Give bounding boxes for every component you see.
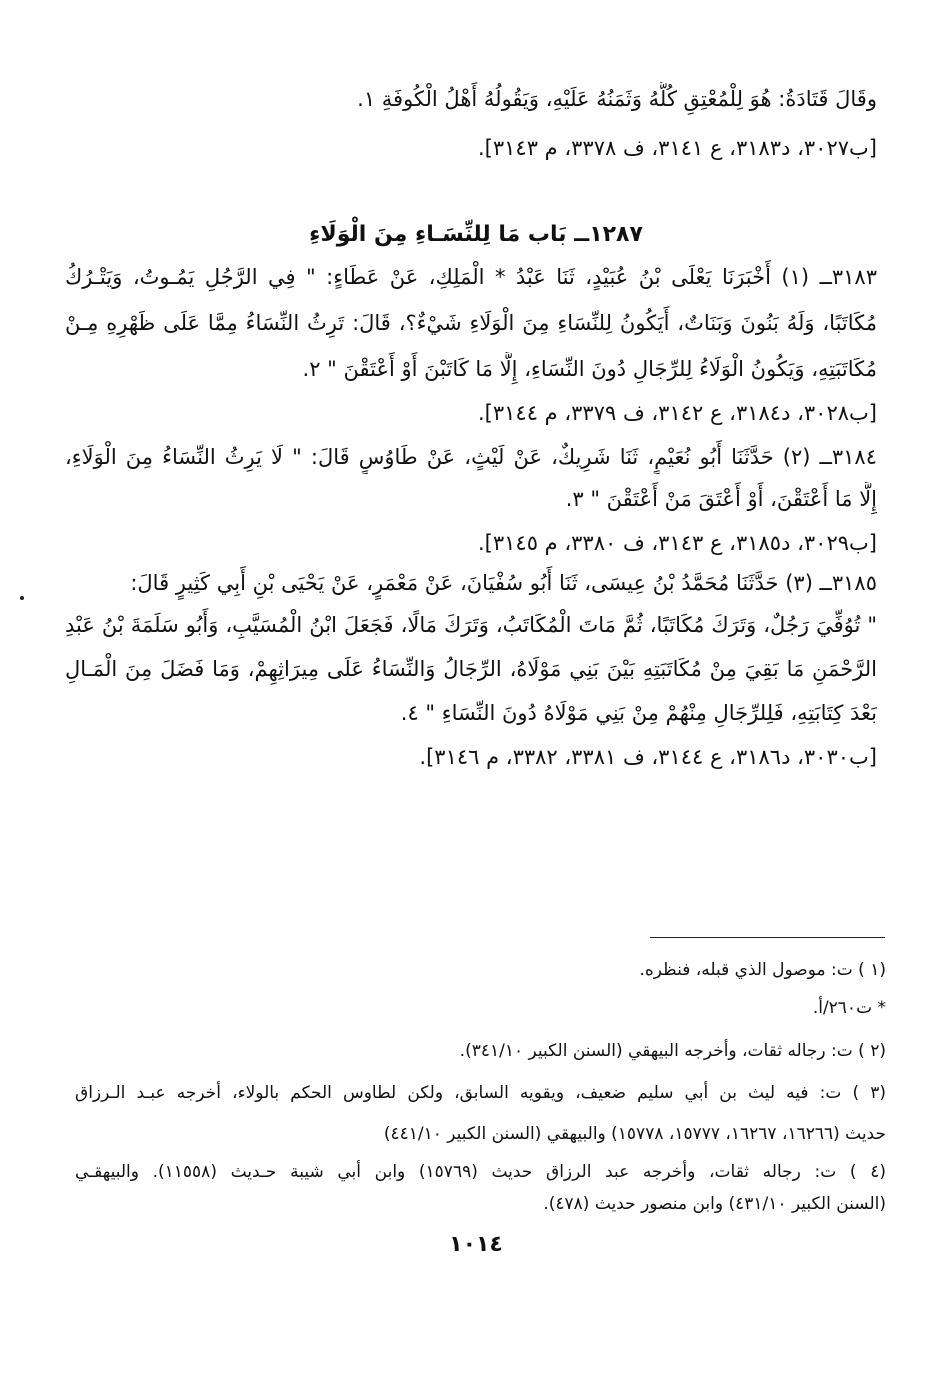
footnote-2: (٢ ) ت: رجاله ثقات، وأخرجه البيهقي (السنن الكبير ٣٤١/١٠).: [459, 1041, 886, 1061]
footnote-4-continuation: (السنن الكبير ٤٣١/١٠) وابن منصور حديث (٤٧٨).: [543, 1194, 886, 1214]
hadith-line: مُكَاتَبًا، وَلَهُ بَنُونَ وَبَنَاتٌ، أَيَكُونُ لِلنِّسَاءِ مِنَ الْوَلَاءِ شَيْءٌ؟، قَالَ: تَرِثُ النِّسَاءُ مِمَّا عَلَى ظَهْرِهِ مِـنْ: [65, 311, 877, 335]
footnote-folio-marker: * ت٢٦٠/أ.: [812, 998, 886, 1018]
hadith-line: إِلَّا مَا أَعْتَقْنَ، أَوْ أَعْتَقَ مَنْ أَعْتَقْنَ " ٣.: [565, 487, 877, 511]
hadith-line: ٣١٨٥ــ (٣) حَدَّثَنَا مُحَمَّدُ بْنُ عِيسَى، ثَنَا أَبُو سُفْيَانَ، عَنْ مَعْمَرٍ، عَنْ يَحْيَى بْنِ أَبِي كَثِيرٍ قَالَ:: [130, 571, 877, 595]
chapter-heading: ١٢٨٧ــ بَاب مَا لِلنِّسَـاءِ مِنَ الْوَلَاءِ: [309, 222, 643, 247]
hadith-line: مُكَاتَبَتِهِ، وَيَكُونُ الْوَلَاءُ لِلرِّجَالِ دُونَ النِّسَاءِ، إِلَّا مَا كَاتَبْنَ أَوْ أَعْتَقْنَ " ٢.: [302, 357, 877, 381]
reference-line: [ب٣٠٢٧، د٣١٨٣، ع ٣١٤١، ف ٣٣٧٨، م ٣١٤٣].: [478, 136, 877, 160]
reference-line: [ب٣٠٣٠، د٣١٨٦، ع ٣١٤٤، ف ٣٣٨١، ٣٣٨٢، م ٣١٤٦].: [419, 745, 877, 769]
body-line: وقَالَ قَتَادَةُ: هُوَ لِلْمُعْتِقِ كُلُّهُ وَثَمَنُهُ عَلَيْهِ، وَيَقُولُهُ أَهْلُ الْكُوفَةِ ١.: [357, 87, 877, 111]
footnote-1: (١ ) ت: موصول الذي قبله، فنظره.: [639, 960, 886, 980]
hadith-line: " تُوُفِّيَ رَجُلٌ، وَتَرَكَ مُكَاتَبًا، ثُمَّ مَاتَ الْمُكَاتَبُ، وَتَرَكَ مَالًا، فَجَعَلَ ابْنُ الْمُسَيَّبِ، وَأَبُو سَلَمَةَ بْنُ عَبْدِ: [65, 613, 877, 637]
reference-line: [ب٣٠٢٩، د٣١٨٥، ع ٣١٤٣، ف ٣٣٨٠، م ٣١٤٥].: [478, 531, 877, 555]
hadith-line: ٣١٨٣ــ (١) أَخْبَرَنَا يَعْلَى بْنُ عُبَيْدٍ، ثَنَا عَبْدُ * الْمَلِكِ، عَنْ عَطَاءٍ: " فِي الرَّجُلِ يَمُـوتُ، وَيَتْـرُكُ: [65, 265, 877, 289]
footnote-3: (٣ ) ت: فيه ليث بن أبي سليم ضعيف، ويقويه السابق، ولكن لطاوس الحكم بالولاء، أخرجه عبـد الـرزاق: [75, 1083, 886, 1103]
hadith-line: الرَّحْمَنِ مَا بَقِيَ مِنْ مُكَاتَبَتِهِ بَيْنَ بَنِي مَوْلَاهُ، الرِّجَالُ وَالنِّسَاءُ عَلَى مِيرَاثِهِمْ، وَمَا فَضَلَ مِنَ الْمَـالِ: [65, 657, 877, 681]
hadith-line: بَعْدَ كِتَابَتِهِ، فَلِلرِّجَالِ مِنْهُمْ مِنْ بَنِي مَوْلَاهُ دُونَ النِّسَاءِ " ٤.: [400, 701, 877, 725]
page-number: ١٠١٤: [449, 1232, 503, 1257]
hadith-line: ٣١٨٤ــ (٢) حَدَّثَنَا أَبُو نُعَيْمٍ، ثَنَا شَرِيكٌ، عَنْ لَيْثٍ، عَنْ طَاوُسٍ قَالَ: " لَا يَرِثُ النِّسَاءُ مِنَ الْوَلَاءِ،: [65, 445, 877, 469]
footnote-separator: [650, 937, 885, 938]
footnote-4: (٤ ) ت: رجاله ثقات، وأخرجه عبد الرزاق حديث (١٥٧٦٩) وابن أبي شيبة حـديث (١١٥٥٨). والبيهقـي: [75, 1162, 886, 1182]
reference-line: [ب٣٠٢٨، د٣١٨٤، ع ٣١٤٢، ف ٣٣٧٩، م ٣١٤٤].: [478, 401, 877, 425]
scan-speck: [20, 596, 24, 600]
footnote-3-continuation: حديث (١٦٢٦٦، ١٦٢٦٧، ١٥٧٧٧، ١٥٧٧٨) والبيهقي (السنن الكبير ٤٤١/١٠): [383, 1124, 886, 1144]
